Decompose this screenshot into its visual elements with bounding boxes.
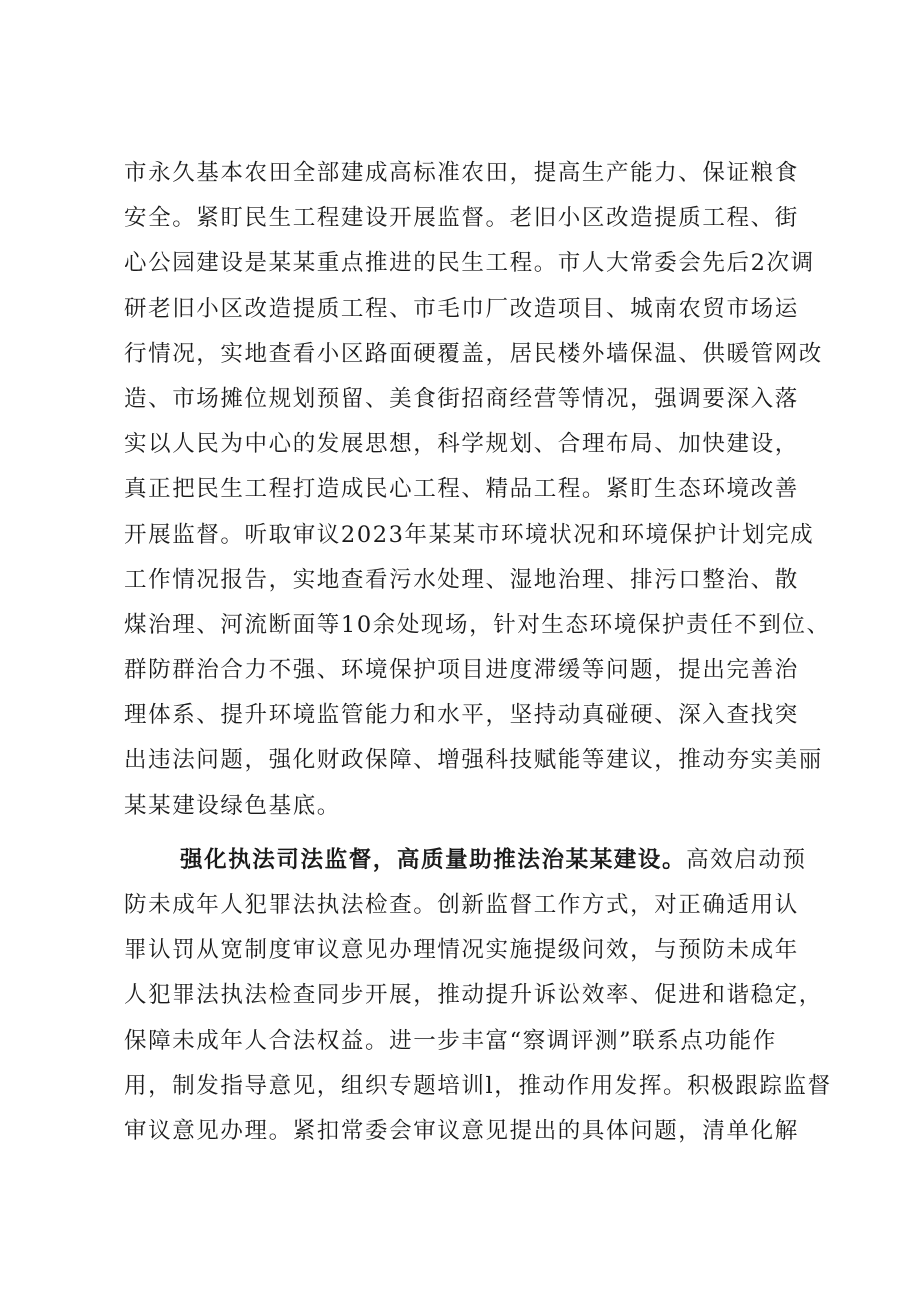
text-line: 开展监督。听取审议2023年某某市环境状况和环境保护计划完成 [124,521,815,548]
document-body [124,151,832,1154]
text-line: 理体系、提升环境监管能力和水平，坚持动真碰硬、深入查找突 [124,702,799,729]
text-line: 罪认罚从宽制度审议意见办理情况实施提级问效，与预防未成年 [124,937,799,964]
text-line: 行情况，实地查看小区路面硬覆盖，居民楼外墙保温、供暖管网改 [124,340,823,367]
text-line: 煤治理、河流断面等10余处现场，针对生态环境保护责任不到位、 [124,611,831,638]
text-line: 出违法问题，强化财政保障、增强科技赋能等建议，推动夯实美丽 [124,747,823,774]
paragraph-heading: 强化执法司法监督，高质量助推法治某某建设。 [180,846,687,873]
text-line: 某某建设绿色基底。 [124,792,341,819]
text-line: 用，制发指导意见，组织专题培训l，推动作用发挥。积极跟踪监督 [124,1072,832,1099]
text-line: 研老旧小区改造提质工程、市毛巾厂改造项目、城南农贸市场运 [124,295,799,322]
paragraph-2 [124,838,832,1154]
text-line: 心公园建设是某某重点推进的民生工程。市人大常委会先后2次调 [124,250,815,277]
text-line: 工作情况报告，实地查看污水处理、湿地治理、排污口整治、散 [124,566,799,593]
text-line: 实以人民为中心的发展思想，科学规划、合理布局、加快建设， [124,431,799,458]
text-line: 保障未成年人合法权益。进一步丰富“察调评测”联系点功能作 [124,1027,777,1054]
text-line: 安全。紧盯民生工程建设开展监督。老旧小区改造提质工程、街 [124,205,799,232]
paragraph-first-line [124,838,824,883]
text-line: 群防群治合力不强、环境保护项目进度滞缓等问题，提出完善治 [124,657,799,684]
text-line: 人犯罪法执法检查同步开展，推动提升诉讼效率、促进和谐稳定， [124,982,823,1009]
text-run: 高效启动预 [686,846,807,873]
paragraph-1 [124,151,831,829]
text-line: 造、市场摊位规划预留、美食街招商经营等情况，强调要深入落 [124,385,799,412]
text-line: 防未成年人犯罪法执法检查。创新监督工作方式，对正确适用认 [124,892,799,918]
text-line: 真正把民生工程打造成民心工程、精品工程。紧盯生态环境改善 [124,476,799,503]
text-line: 审议意见办理。紧扣常委会审议意见提出的具体问题，清单化解 [124,1117,799,1144]
text-line: 市永久基本农田全部建成高标准农田，提高生产能力、保证粮食 [124,160,799,186]
